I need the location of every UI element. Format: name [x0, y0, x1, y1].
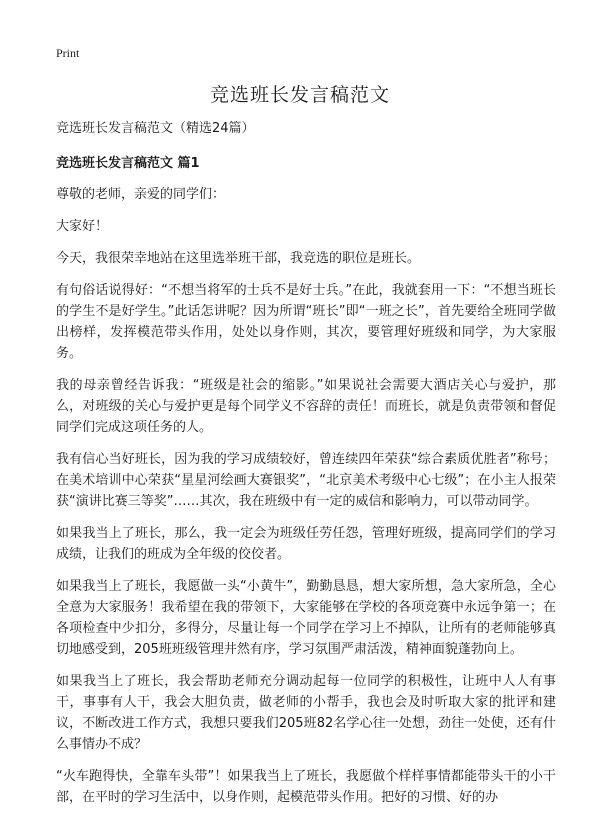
section-heading: 竞选班长发言稿范文 篇1	[56, 156, 200, 171]
document-body	[56, 118, 556, 819]
paragraph: 如果我当上了班长，我愿做一头“小黄牛”，勤勤恳恳，想大家所想，急大家所急，全心全意为大家服务！我希望在我的带领下，大家能够在学校的各项竞赛中永远争第一；在各项检查中少扣分，多得分，尽量让每一个同学在学习上不掉队，让所有的老师能够真切地感受到，205班班级管理井然有序，学习氛围严肃活泼，精神面貌蓬勃向上。	[56, 579, 556, 657]
paragraph: 今天，我很荣幸地站在这里选举班干部，我竞选的职位是班长。	[56, 251, 421, 266]
paragraph: 有句俗话说得好：“不想当将军的士兵不是好士兵。”在此，我就套用一下：“不想当班长的学生不是好学生。”此话怎讲呢？因为所谓“班长”即“一班之长”，首先要给全班同学做出榜样，发挥模范带头作用，处处以身作则，其次，要管理好班级和同学，为大家服务。	[56, 283, 556, 361]
paragraph: 我的母亲曾经告诉我：“班级是社会的缩影。”如果说社会需要大酒店关心与爱护，那么，对班级的关心与爱护更是每个同学义不容辞的责任！而班长，就是负责带领和督促同学们完成这项任务的人。	[56, 378, 556, 435]
document-subtitle: 竞选班长发言稿范文（精选24篇）	[56, 121, 255, 136]
paragraph: “火车跑得快，全靠车头带”！如果我当上了班长，我愿做个样样事情都能带头干的小干部，在平时的学习生活中，以身作则，起模范带头作用。把好的习惯、好的办	[56, 769, 556, 805]
paragraph: 我有信心当好班长，因为我的学习成绩较好，曾连续四年荣获“综合素质优胜者”称号；在美术培训中心荣获“星星河绘画大赛银奖”，“北京美术考级中心七级”；在小主人报荣获“演讲比赛三等奖”……其次，我在班级中有一定的威信和影响力，可以带动同学。	[56, 452, 556, 509]
paragraph-greeting: 尊敬的老师，亲爱的同学们：	[56, 187, 226, 202]
paragraph: 如果我当上了班长，我会帮助老师充分调动起每一位同学的积极性，让班中人人有事干，事事有人干，我会大胆负责，做老师的小帮手，我也会及时听取大家的批评和建议，不断改进工作方式，我想只要我们205班82名学心往一处想，劲往一处使，还有什么事情办不成？	[56, 674, 556, 752]
print-link[interactable]: Print	[56, 46, 80, 60]
paragraph: 如果我当上了班长，那么，我一定会为班级任劳任怨，管理好班级，提高同学们的学习成绩，让我们的班成为全年级的佼佼者。	[56, 526, 556, 562]
page-title: 竞选班长发言稿范文	[209, 84, 390, 106]
paragraph-hello: 大家好！	[56, 219, 109, 234]
